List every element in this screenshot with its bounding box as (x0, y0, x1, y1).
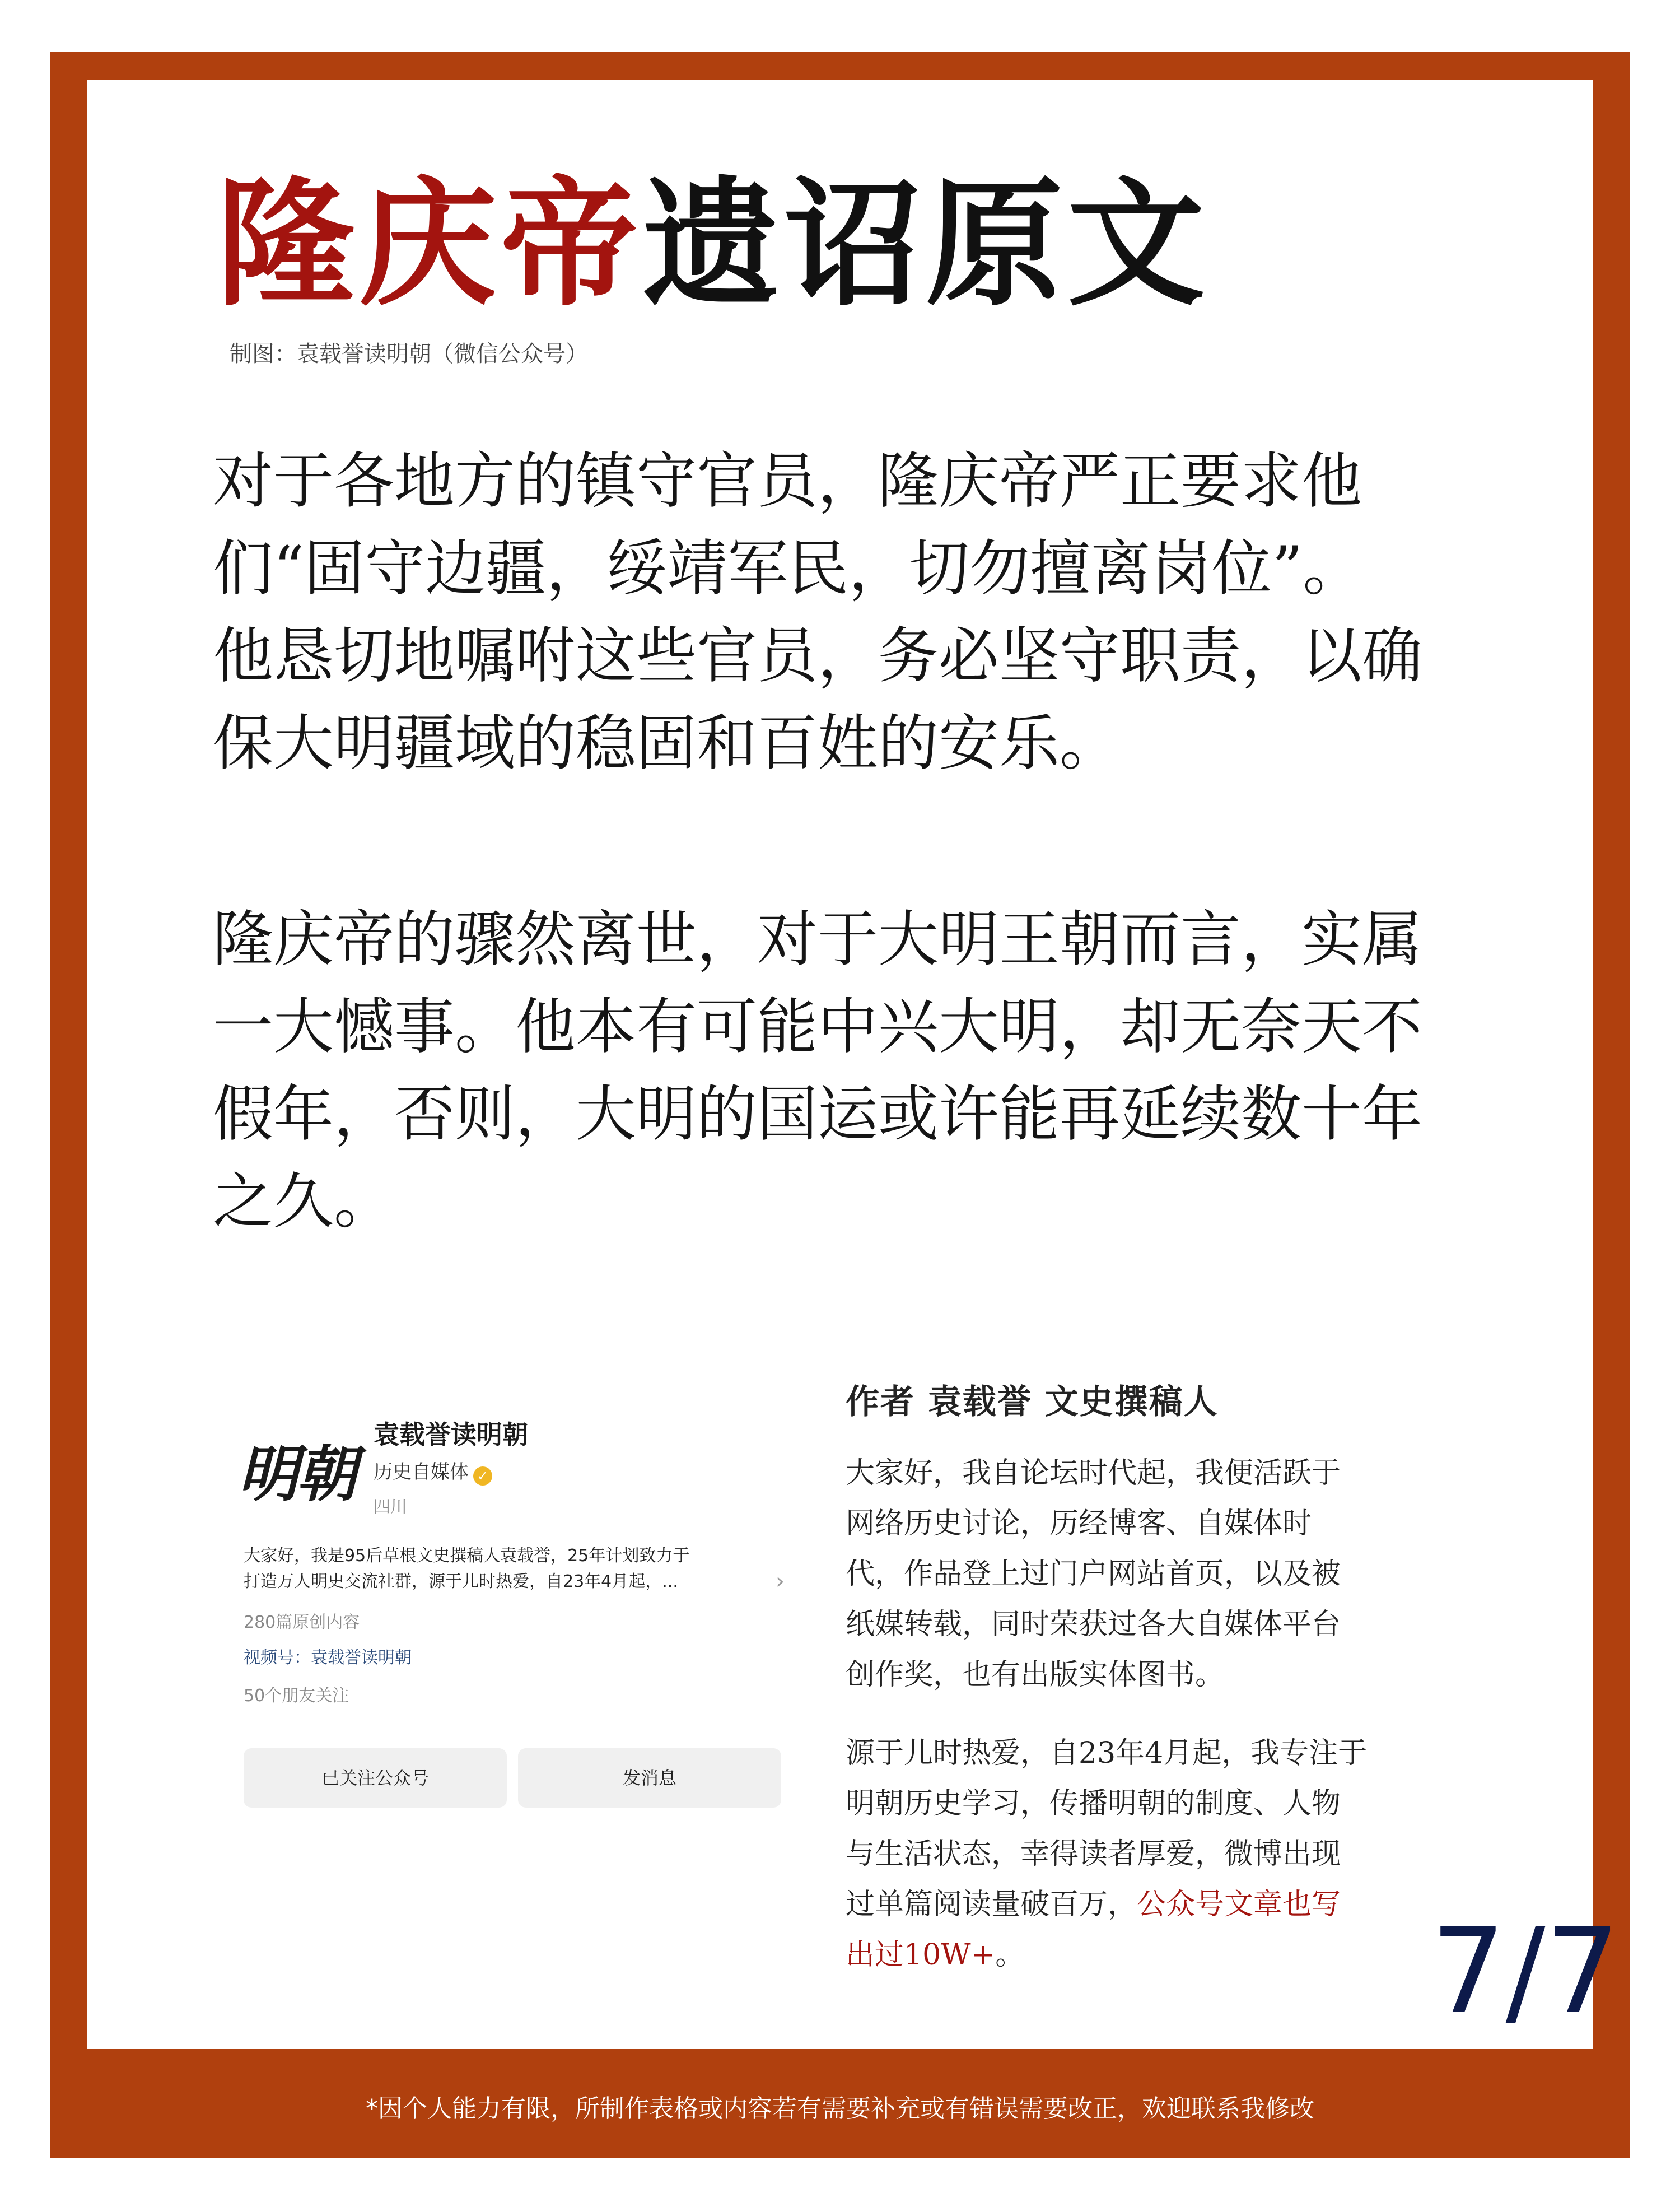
account-location: 四川 (374, 1497, 407, 1517)
text-line: 们“固守边疆，绥靖军民，切勿擅离岗位”。 (213, 534, 1364, 604)
account-type (374, 1456, 492, 1486)
author-bio-2 (846, 1728, 1462, 1980)
bio-line (846, 1930, 1462, 1980)
title-red-part: 隆庆帝 (217, 163, 642, 324)
footer-note: *因个人能力有限，所制作表格或内容若有需要补充或有错误需要改正，欢迎联系我修改 (366, 2094, 1314, 2123)
verified-badge-icon: ✓ (473, 1466, 492, 1486)
bio-line (846, 1728, 1462, 1778)
account-type-label: 历史自媒体 (374, 1461, 469, 1483)
bio-line: 纸媒转载，同时荣获过各大自媒体平台 (846, 1608, 1341, 1641)
bio-text: 过单篇阅读量破百万， (846, 1888, 1137, 1921)
bio-line: 网络历史讨论，历经博客、自媒体时 (846, 1507, 1312, 1540)
video-channel-link[interactable]: 视频号：袁载誉读明朝 (244, 1648, 412, 1668)
bio-text: 。 (995, 1938, 1025, 1972)
bio-line: 代，作品登上过门户网站首页，以及被 (846, 1557, 1341, 1591)
bio-line (846, 1879, 1462, 1930)
title-black-part: 遗诏原文 (642, 163, 1209, 324)
author-heading: 作者 袁载誉 文史撰稿人 (846, 1382, 1219, 1422)
text-line: 对于各地方的镇守官员，隆庆帝严正要求他 (213, 446, 1362, 516)
credit-line: 制图：袁载誉读明朝（微信公众号） (230, 341, 588, 367)
paragraph-2 (213, 896, 1501, 1246)
account-description[interactable] (244, 1543, 770, 1595)
page-number: 7/7 (1431, 1903, 1620, 2040)
text-line: 假年，否则，大明的国运或许能再延续数十年 (213, 1079, 1423, 1149)
account-name[interactable]: 袁载誉读明朝 (374, 1419, 528, 1450)
text-line: 保大明疆域的稳固和百姓的安乐。 (213, 709, 1121, 779)
profile-card (232, 1375, 792, 1834)
bio-text: 明朝历史学习，传播明朝的制度、人物 (846, 1787, 1341, 1820)
text-line: 之久。 (213, 1167, 395, 1237)
text-line: 隆庆帝的骤然离世，对于大明王朝而言，实属 (213, 905, 1423, 975)
article-count: 280篇原创内容 (244, 1613, 360, 1632)
description-line: 打造万人明史交流社群，源于儿时热爱，自23年4月起，... (244, 1572, 678, 1591)
bio-highlight: 出过10W+ (846, 1938, 996, 1972)
account-logo: 明朝 (238, 1439, 355, 1510)
bio-highlight: 公众号文章也写 (1137, 1888, 1341, 1921)
followed-button[interactable]: 已关注公众号 (244, 1748, 507, 1808)
description-line: 大家好，我是95后草根文史撰稿人袁载誉，25年计划致力于 (244, 1546, 690, 1566)
friends-following: 50个朋友关注 (244, 1686, 349, 1706)
text-line: 一大憾事。他本有可能中兴大明，却无奈天不 (213, 992, 1423, 1062)
text-line: 他恳切地嘱咐这些官员，务必坚守职责，以确 (213, 621, 1423, 691)
bio-line (846, 1829, 1462, 1879)
paragraph-1 (213, 438, 1501, 788)
bio-text: 源于儿时热爱，自23年4月起，我专注于 (846, 1736, 1368, 1770)
bio-text: 与生活状态，幸得读者厚爱，微博出现 (846, 1837, 1341, 1871)
bio-line: 大家好，我自论坛时代起，我便活跃于 (846, 1456, 1341, 1490)
bio-line (846, 1778, 1462, 1829)
page-title (217, 162, 1209, 325)
chevron-right-icon[interactable]: › (776, 1568, 785, 1594)
author-bio-1 (846, 1448, 1462, 1700)
send-message-button[interactable]: 发消息 (518, 1748, 781, 1808)
bio-line: 创作奖，也有出版实体图书。 (846, 1658, 1225, 1692)
